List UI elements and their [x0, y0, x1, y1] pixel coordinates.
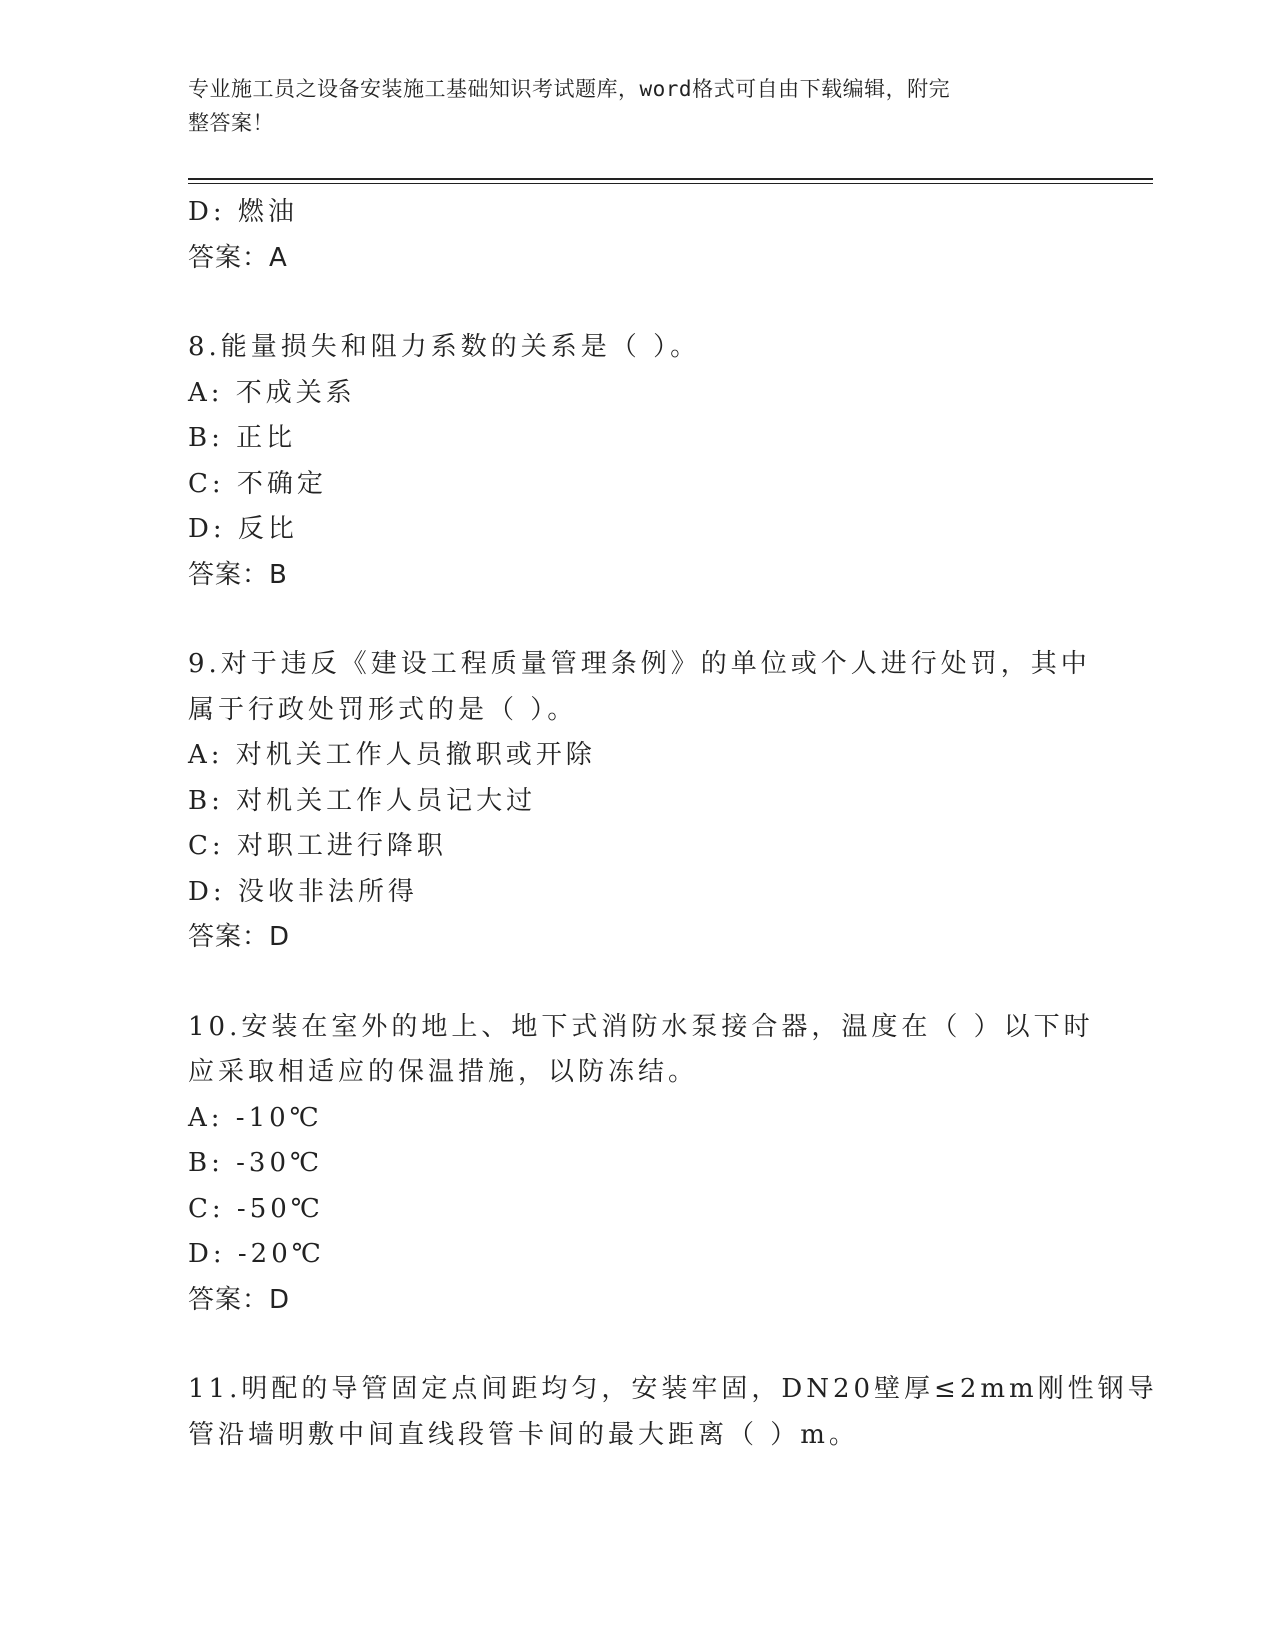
- spacer: [188, 1323, 1088, 1367]
- header-divider-thin: [188, 183, 1153, 184]
- option-d: D: 燃油: [188, 197, 298, 227]
- option-a: A: 对机关工作人员撤职或开除: [188, 740, 596, 770]
- question-7-tail: [188, 190, 1088, 281]
- option-c: C: 不确定: [188, 468, 327, 499]
- answer-label: 答案：D: [188, 922, 291, 952]
- spacer: [188, 598, 1088, 642]
- question-11: [188, 1367, 1158, 1458]
- header-divider-thick: [188, 178, 1153, 180]
- answer-label: 答案：B: [188, 559, 288, 590]
- option-a: A: 不成关系: [188, 377, 356, 408]
- header-line-2: 整答案！: [188, 111, 274, 135]
- option-a: A: -10℃: [188, 1102, 323, 1133]
- question-stem-line-2: 管沿墙明敷中间直线段管卡间的最大距离（ ）m。: [188, 1419, 859, 1450]
- question-stem-line-1: 10.安装在室外的地上、地下式消防水泵接合器，温度在（ ）以下时: [188, 1011, 1094, 1042]
- option-b: B: -30℃: [188, 1148, 324, 1178]
- question-stem-line-2: 应采取相适应的保温措施，以防冻结。: [188, 1057, 699, 1087]
- question-stem-line-2: 属于行政处罚形式的是（ ）。: [188, 694, 578, 725]
- option-c: C: -50℃: [188, 1193, 324, 1224]
- option-b: B: 正比: [188, 423, 297, 453]
- option-d: D: 反比: [188, 514, 298, 544]
- option-b: B: 对机关工作人员记大过: [188, 785, 537, 816]
- option-d: D: 没收非法所得: [188, 876, 418, 907]
- question-8: [188, 325, 1088, 598]
- header-line-1: 专业施工员之设备安装施工基础知识考试题库，word格式可自由下载编辑，附完: [188, 77, 951, 101]
- question-content: [188, 190, 1158, 1458]
- question-9: [188, 642, 1091, 961]
- option-d: D: -20℃: [188, 1239, 325, 1269]
- option-c: C: 对职工进行降职: [188, 831, 447, 861]
- question-10: [188, 1005, 1094, 1324]
- answer-label: 答案：A: [188, 242, 288, 273]
- answer-label: 答案：D: [188, 1284, 291, 1315]
- document-header: [188, 72, 1068, 140]
- spacer: [188, 281, 1088, 325]
- question-stem-line-1: 11.明配的导管固定点间距均匀，安装牢固，DN20壁厚≤2mm刚性钢导: [188, 1374, 1158, 1404]
- spacer: [188, 961, 1088, 1005]
- question-stem-line-1: 9.对于违反《建设工程质量管理条例》的单位或个人进行处罚，其中: [188, 649, 1091, 679]
- question-stem: 8.能量损失和阻力系数的关系是（ ）。: [188, 332, 701, 362]
